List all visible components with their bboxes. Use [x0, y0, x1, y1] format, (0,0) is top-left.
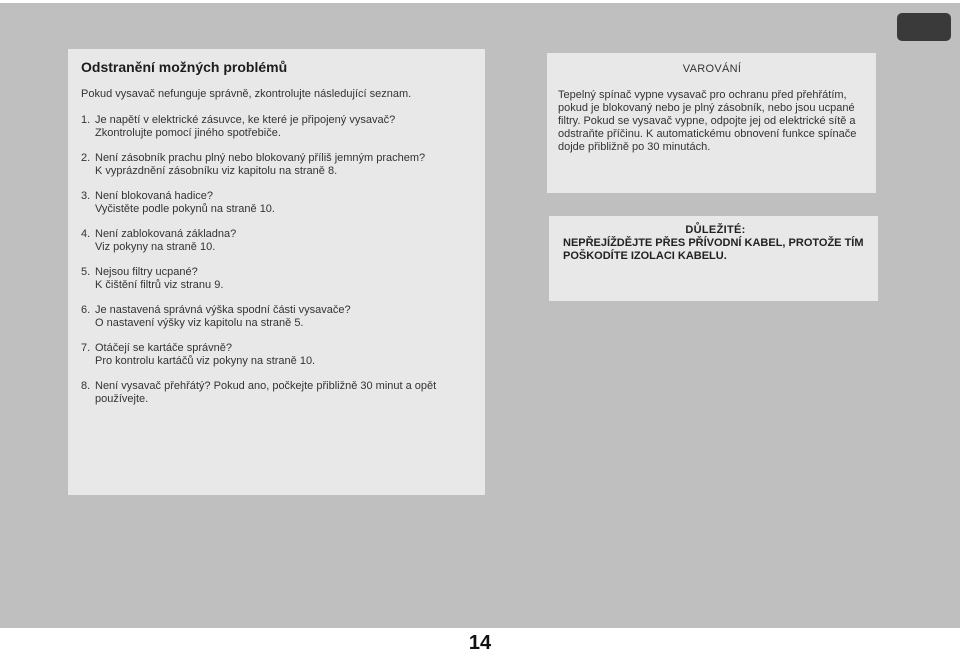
item-number: 7.: [81, 342, 91, 354]
item-number: 3.: [81, 190, 91, 202]
important-heading: DŮLEŽITÉ:: [685, 224, 746, 236]
item-question: Je napětí v elektrické zásuvce, ke které je připojený vysavač?: [95, 114, 396, 126]
item-number: 6.: [81, 304, 91, 316]
list-item: [81, 152, 473, 178]
list-item: [81, 380, 473, 406]
item-answer: Viz pokyny na straně 10.: [95, 241, 216, 253]
item-number: 8.: [81, 380, 91, 392]
problem-list: [81, 114, 473, 406]
page-title: Odstranění možných problémů: [81, 59, 288, 75]
item-number: 4.: [81, 228, 91, 240]
warning-heading: VAROVÁNÍ: [682, 63, 742, 75]
item-question: Nejsou filtry ucpané?: [95, 266, 198, 278]
item-answer: Vyčistěte podle pokynů na straně 10.: [95, 203, 275, 215]
item-answer: K vyprázdnění zásobníku viz kapitolu na straně 8.: [95, 165, 338, 177]
item-answer: O nastavení výšky viz kapitolu na straně 5.: [95, 317, 304, 329]
item-answer: Pro kontrolu kartáčů viz pokyny na straně 10.: [95, 355, 316, 367]
intro-text: Pokud vysavač nefunguje správně, zkontrolujte následující seznam.: [81, 88, 412, 100]
item-answer: K čištění filtrů viz stranu 9.: [95, 279, 224, 291]
list-item: [81, 266, 473, 292]
warning-text: Tepelný spínač vypne vysavač pro ochranu před přehřátím, pokud je blokovaný nebo je plný zásobník, nebo jsou ucpané filtry. Pokud se vysavač vypne, odpojte jej od elektrické sítě a odstraňte příčinu. K automatickému obnovení funkce spínače dojde přibližně po 30 minutách.: [558, 89, 857, 153]
item-question: Není zásobník prachu plný nebo blokovaný příliš jemným prachem?: [95, 152, 426, 164]
item-question: Není vysavač přehřátý? Pokud ano, počkejte přibližně 30 minut a opět používejte.: [95, 380, 437, 405]
important-box: [549, 216, 878, 301]
troubleshooting-panel: [68, 49, 485, 495]
item-question: Otáčejí se kartáče správně?: [95, 342, 232, 354]
item-question: Není zablokovaná základna?: [95, 228, 237, 240]
item-question: Je nastavená správná výška spodní části vysavače?: [95, 304, 351, 316]
page-number: 14: [468, 632, 492, 654]
item-answer: Zkontrolujte pomocí jiného spotřebiče.: [95, 127, 281, 139]
warning-box: [547, 53, 876, 193]
item-number: 5.: [81, 266, 91, 278]
important-text: NEPŘEJÍŽDĚJTE PŘES PŘÍVODNÍ KABEL, PROTOŽE TÍM POŠKODÍTE IZOLACI KABELU.: [563, 237, 864, 262]
list-item: [81, 190, 473, 216]
item-question: Není blokovaná hadice?: [95, 190, 214, 202]
corner-tab: [897, 13, 951, 41]
list-item: [81, 342, 473, 368]
item-number: 1.: [81, 114, 91, 126]
list-item: [81, 228, 473, 254]
item-number: 2.: [81, 152, 91, 164]
list-item: [81, 304, 473, 330]
list-item: [81, 114, 473, 140]
